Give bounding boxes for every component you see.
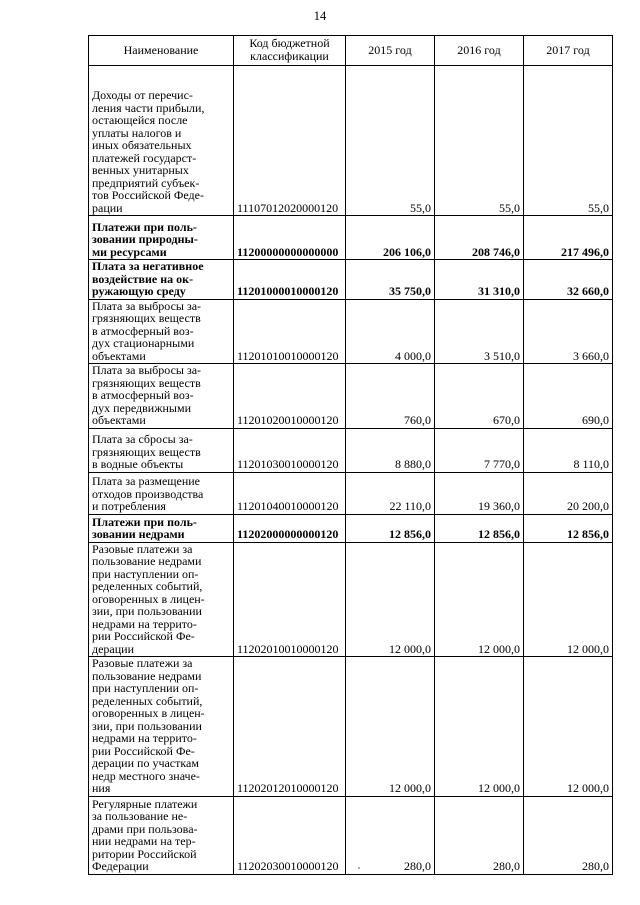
row-value-2015: 8 880,0 [346,428,435,472]
table-header-row [89,36,613,66]
budget-revenue-table [88,35,613,875]
row-value-2016: 3 510,0 [435,299,524,364]
row-name: Разовые платежи за пользование недрами при наступлении оп- ределенных событий, оговоренных в лицен- зии, при пользовании недрами на террито- рии Российской Фе- дерации [89,542,234,657]
scan-speck [358,867,360,869]
row-code: 11201020010000120 [234,364,346,429]
table-row [89,66,613,216]
row-code: 11201000010000120 [234,260,346,300]
row-value-2017: 32 660,0 [524,260,613,300]
row-value-2017: 690,0 [524,364,613,429]
row-name: Регулярные платежи за пользование не- драми при пользова- нии недрами на тер- ритории Российской Федерации [89,796,234,874]
row-value-2017: 3 660,0 [524,299,613,364]
row-value-2016: 31 310,0 [435,260,524,300]
row-value-2017: 280,0 [524,796,613,874]
header-name: Наименование [89,36,234,66]
row-code: 11202012010000120 [234,657,346,797]
row-value-2017: 55,0 [524,66,613,216]
row-code: 11107012020000120 [234,66,346,216]
table-row [89,514,613,542]
row-value-2017: 12 000,0 [524,657,613,797]
row-code: 11202000000000120 [234,514,346,542]
row-name: Разовые платежи за пользование недрами при наступлении оп- ределенных событий, оговоренных в лицен- зии, при пользовании недрами на террито- рии Российской Фе- дерации по участкам недр местного значе- ния [89,657,234,797]
row-value-2017: 217 496,0 [524,216,613,260]
row-name: Плата за выбросы за- грязняющих веществ в атмосферный воз- дух передвижными объектами [89,364,234,429]
row-value-2016: 12 856,0 [435,514,524,542]
table-row [89,260,613,300]
table-row [89,299,613,364]
header-2015: 2015 год [346,36,435,66]
row-value-2016: 208 746,0 [435,216,524,260]
row-value-2016: 7 770,0 [435,428,524,472]
table-row [89,472,613,514]
row-value-2017: 20 200,0 [524,472,613,514]
table-row [89,796,613,874]
row-code: 11202010010000120 [234,542,346,657]
row-name: Плата за размещение отходов производства и потребления [89,472,234,514]
table-row [89,364,613,429]
row-value-2017: 8 110,0 [524,428,613,472]
row-value-2015: 206 106,0 [346,216,435,260]
row-value-2016: 55,0 [435,66,524,216]
table-row [89,657,613,797]
row-code: 11201010010000120 [234,299,346,364]
row-value-2015: 55,0 [346,66,435,216]
header-2016: 2016 год [435,36,524,66]
row-name: Плата за сбросы за- грязняющих веществ в водные объекты [89,428,234,472]
row-value-2015: 22 110,0 [346,472,435,514]
row-value-2016: 12 000,0 [435,657,524,797]
row-value-2015: 760,0 [346,364,435,429]
row-value-2016: 19 360,0 [435,472,524,514]
row-value-2016: 670,0 [435,364,524,429]
row-value-2015: 280,0 [346,796,435,874]
page-number: 14 [313,9,327,23]
row-value-2016: 12 000,0 [435,542,524,657]
row-value-2017: 12 000,0 [524,542,613,657]
row-value-2015: 12 856,0 [346,514,435,542]
row-name: Плата за негативное воздействие на ок- ружающую среду [89,260,234,300]
table-row [89,216,613,260]
header-2017: 2017 год [524,36,613,66]
row-code: 11202030010000120 [234,796,346,874]
row-value-2015: 4 000,0 [346,299,435,364]
table-row [89,542,613,657]
row-code: 11201030010000120 [234,428,346,472]
row-code: 11200000000000000 [234,216,346,260]
row-name: Плата за выбросы за- грязняющих веществ в атмосферный воз- дух стационарными объектами [89,299,234,364]
row-value-2015: 12 000,0 [346,657,435,797]
row-name: Доходы от перечис- ления части прибыли, остающейся после уплаты налогов и иных обязательных платежей государст- венных унитарных предприятий субъек- тов Российской Феде- рации [89,66,234,216]
row-value-2015: 12 000,0 [346,542,435,657]
header-code: Код бюджетной классификации [234,36,346,66]
row-value-2016: 280,0 [435,796,524,874]
row-name: Платежи при поль- зовании недрами [89,514,234,542]
row-name: Платежи при поль- зовании природны- ми ресурсами [89,216,234,260]
row-value-2017: 12 856,0 [524,514,613,542]
row-value-2015: 35 750,0 [346,260,435,300]
table-row [89,428,613,472]
row-code: 11201040010000120 [234,472,346,514]
